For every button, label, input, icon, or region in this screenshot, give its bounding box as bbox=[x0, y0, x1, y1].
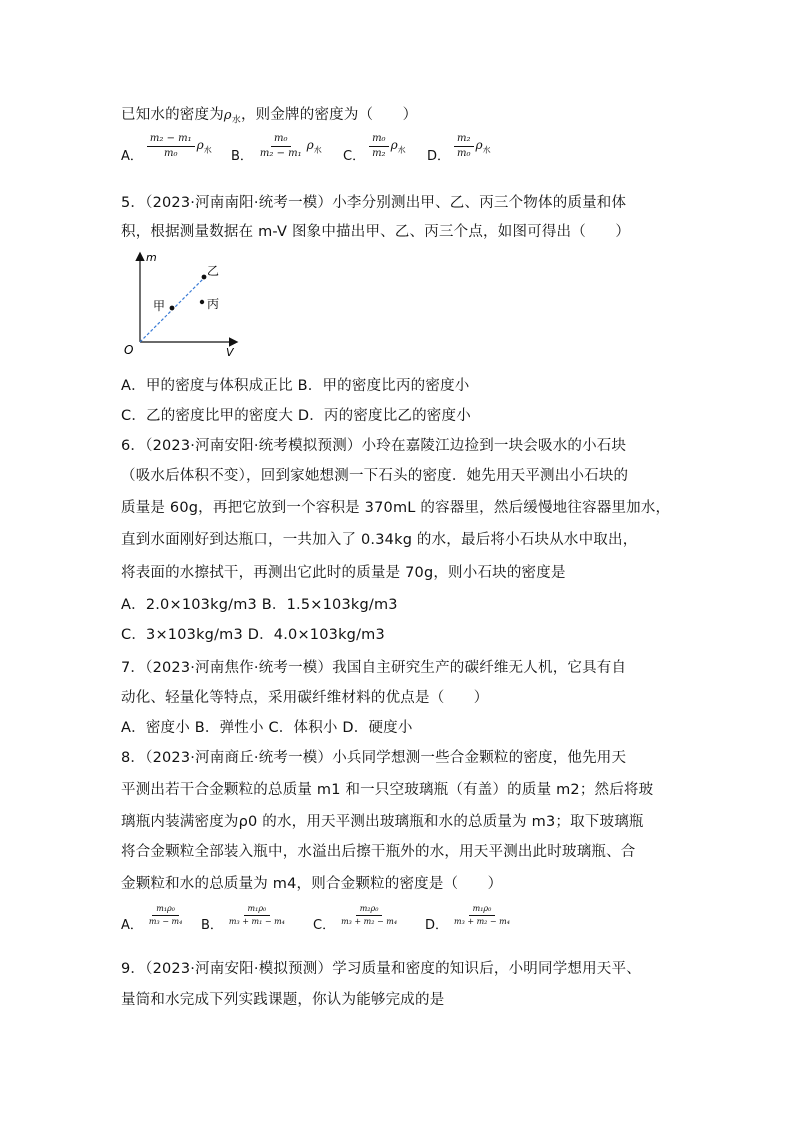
q7-line-2: 动化、轻量化等特点，采用碳纤维材料的优点是（ ） bbox=[121, 690, 489, 706]
fraction: $\frac{\text{m₀}}{\text{m₂}}$ bbox=[369, 133, 389, 160]
q4-option-b: B． $\frac{\text{m₀}}{\text{m₂ − m₁}}$ $\rho_水$ bbox=[231, 133, 322, 164]
x-axis-label: V bbox=[226, 346, 234, 359]
rho-symbol: $\rho_水$ bbox=[390, 137, 406, 155]
rho-symbol: $\rho_水$ bbox=[475, 137, 491, 155]
q4-option-d: D． $\frac{\text{m₂}}{\text{m₀}}$ $\rho_水$ bbox=[427, 133, 491, 164]
q8-option-c: C． $\frac{\text{m₂ρ₀}}{\text{m₃ + m₂ − m₄}}$ bbox=[313, 904, 398, 933]
fraction: $\frac{\text{m₂ρ₀}}{\text{m₃ + m₂ − m₄}}$ bbox=[341, 904, 398, 926]
fraction: $\frac{\text{m₁ρ₀}}{\text{m₃ − m₄}}$ bbox=[148, 904, 183, 926]
q6-line-3: 质量是 60g，再把它放到一个容积是 370mL 的容器里，然后缓慢地往容器里加水， bbox=[121, 500, 671, 516]
point-bing bbox=[200, 300, 204, 304]
q5-line-1: 5．（2023·河南南阳·统考一模）小李分别测出甲、乙、丙三个物体的质量和体 bbox=[121, 195, 627, 211]
rho-symbol: $\rho_水$ bbox=[196, 137, 212, 155]
fraction: $\frac{\text{m₁ρ₀}}{\text{m₃ + m₁ − m₄}}$ bbox=[228, 904, 285, 926]
q8-line-2: 平测出若干合金颗粒的总质量 m1 和一只空玻璃瓶（有盖）的质量 m2；然后将玻 bbox=[121, 782, 654, 798]
q4-tail-suffix: ，则金牌的密度为（ ） bbox=[240, 107, 418, 123]
q9-line-2: 量筒和水完成下列实践课题，你认为能够完成的是 bbox=[121, 992, 445, 1008]
fraction: $\frac{\text{m₂}}{\text{m₀}}$ bbox=[454, 133, 474, 160]
q8-option-b: B． $\frac{\text{m₁ρ₀}}{\text{m₃ + m₁ − m₄}}$ bbox=[201, 904, 285, 933]
q6-options-line-1: A．2.0×103kg/m3 B．1.5×103kg/m3 bbox=[121, 597, 398, 613]
q4-option-a: A． $\frac{\text{m₂ − m₁}}{\text{m₀}}$ $\rho_水$ bbox=[121, 133, 212, 164]
q8-line-3: 璃瓶内装满密度为ρ0 的水，用天平测出玻璃瓶和水的总质量为 m3；取下玻璃瓶 bbox=[121, 814, 644, 830]
q8-line-4: 将合金颗粒全部装入瓶中，水溢出后擦干瓶外的水，用天平测出此时玻璃瓶、合 bbox=[121, 844, 636, 860]
fraction: $\frac{\text{m₁ρ₀}}{\text{m₃ + m₂ − m₄}}$ bbox=[454, 904, 510, 926]
q4-tail-line bbox=[121, 103, 417, 126]
q6-line-5: 将表面的水擦拭干，再测出它此时的质量是 70g，则小石块的密度是 bbox=[121, 565, 566, 581]
q8-option-a: A． $\frac{\text{m₁ρ₀}}{\text{m₃ − m₄}}$ bbox=[121, 904, 183, 933]
q8-line-1: 8．（2023·河南商丘·统考一模）小兵同学想测一些合金颗粒的密度，他先用天 bbox=[121, 750, 627, 766]
label-jia: 甲 bbox=[153, 299, 166, 313]
q8-line-5: 金颗粒和水的总质量为 m4，则合金颗粒的密度是（ ） bbox=[121, 876, 503, 892]
fraction: $\frac{\text{m₀}}{\text{m₂ − m₁}}$ bbox=[259, 133, 302, 159]
q5-options-line-1: A．甲的密度与体积成正比 B．甲的密度比丙的密度小 bbox=[121, 378, 470, 394]
q4-tail-prefix: 已知水的密度为 bbox=[121, 107, 224, 123]
m-v-graph bbox=[118, 250, 248, 360]
label-bing: 丙 bbox=[207, 297, 220, 311]
q6-line-2: （吸水后体积不变），回到家她想测一下石头的密度．她先用天平测出小石块的 bbox=[121, 468, 629, 484]
q5-options-line-2: C．乙的密度比甲的密度大 D．丙的密度比乙的密度小 bbox=[121, 408, 471, 424]
q6-line-1: 6．（2023·河南安阳·统考模拟预测）小玲在嘉陵江边捡到一块会吸水的小石块 bbox=[121, 438, 627, 454]
q9-line-1: 9．（2023·河南安阳·模拟预测）学习质量和密度的知识后，小明同学想用天平、 bbox=[121, 961, 641, 977]
rho-water-symbol: $\rho_水$ bbox=[223, 108, 241, 126]
y-axis-label: m bbox=[146, 251, 157, 264]
point-yi bbox=[202, 275, 207, 280]
q5-line-2: 积，根据测量数据在 m-V 图象中描出甲、乙、丙三个点，如图可得出（ ） bbox=[121, 224, 631, 240]
q6-options-line-2: C．3×103kg/m3 D．4.0×103kg/m3 bbox=[121, 627, 385, 643]
q7-options-line: A．密度小 B．弹性小 C．体积小 D．硬度小 bbox=[121, 720, 413, 736]
q4-option-c: C． $\frac{\text{m₀}}{\text{m₂}}$ $\rho_水$ bbox=[343, 133, 406, 164]
origin-label: O bbox=[124, 343, 134, 357]
point-jia bbox=[170, 306, 175, 311]
rho-symbol: $\rho_水$ bbox=[306, 137, 322, 155]
q6-line-4: 直到水面刚好到达瓶口，一共加入了 0.34kg 的水，最后将小石块从水中取出， bbox=[121, 532, 638, 548]
label-yi: 乙 bbox=[207, 264, 220, 278]
q8-option-d: D． $\frac{\text{m₁ρ₀}}{\text{m₃ + m₂ − m₄}}$ bbox=[425, 904, 510, 933]
fraction: $\frac{\text{m₂ − m₁}}{\text{m₀}}$ bbox=[147, 133, 195, 160]
q7-line-1: 7．（2023·河南焦作·统考一模）我国自主研究生产的碳纤维无人机，它具有自 bbox=[121, 660, 627, 676]
